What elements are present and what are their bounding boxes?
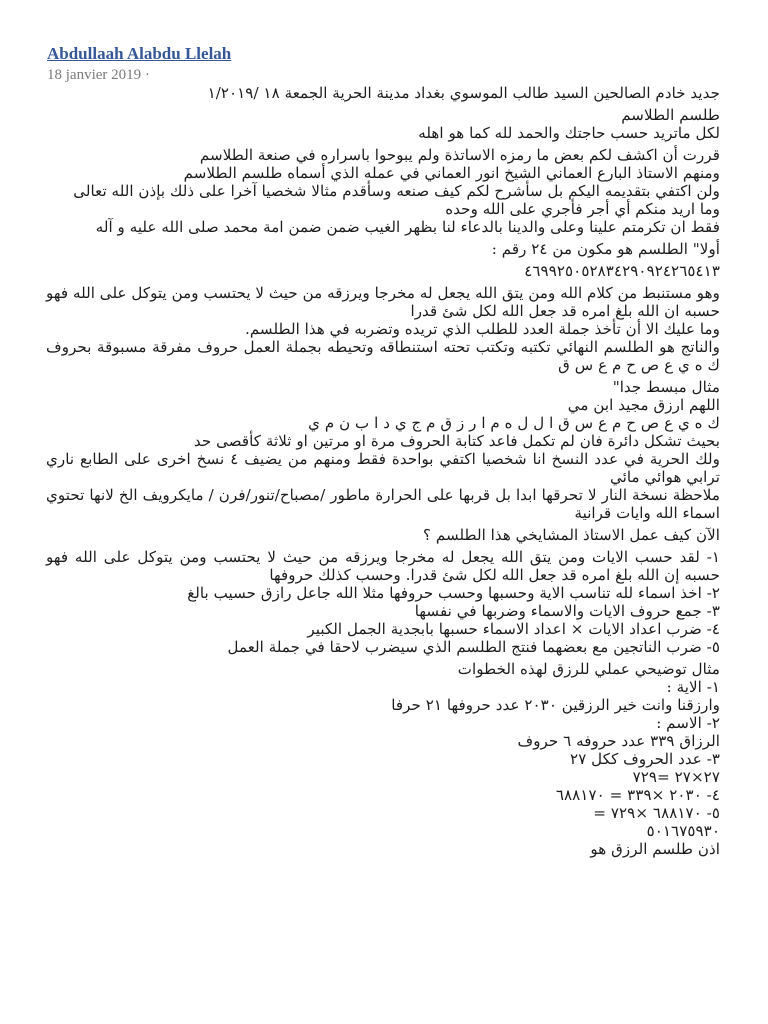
post-paragraph: اذن طلسم الرزق هو (590, 840, 720, 858)
post-paragraph: ٢٧×٢٧ =٧٢٩ (632, 768, 720, 786)
post-paragraph: والناتج هو الطلسم النهائي تكتبه وتكتب تحته استنطاقه وتحيطه بجملة العمل حروف مفرقة مسبوقة بحروف ك ه ي ع ص ح م ع س ق (46, 338, 720, 374)
post-paragraph: جديد خادم الصالحين السيد طالب الموسوي بغداد مدينة الحرية الجمعة ١٨ /١/٢٠١٩ (207, 84, 720, 102)
post-paragraph: طلسم الطلاسم (621, 106, 720, 124)
post-paragraph: وما اريد منكم أي أجر فأجري على الله وحده (445, 200, 720, 218)
post-paragraph: وارزقنا وانت خير الرزقين ٢٠٣٠ عدد حروفها ٢١ حرفا (391, 696, 720, 714)
post-paragraph: لكل ماتريد حسب حاجتك والحمد لله كما هو اهله (418, 124, 720, 142)
post-paragraph: وهو مستنبط من كلام الله ومن يتق الله يجعل له مخرجا ويرزقه من حيث لا يحتسب ومن يتوكل على الله فهو حسبه ان الله بلغ امره قد جعل الله لكل شئ قدرا (46, 284, 720, 320)
post-paragraph: ٢- اخذ اسماء لله تناسب الاية وحسبها وحسب حروفها مثلا الله جاعل رازق حسيب بالغ (187, 584, 720, 602)
post-paragraph: مثال مبسط جدا" (612, 378, 720, 396)
post-paragraph: اللهم ارزق مجيد ابن مي (567, 396, 720, 414)
post-paragraph: ٤٦٩٩٢٥٠٥٢٨٣٤٢٩٠٩٢٤٢٦٥٤١٣ (524, 262, 720, 280)
post-paragraph: فقط ان تكرمتم علينا وعلى والدينا بالدعاء لنا بظهر الغيب ضمن ضمن امة محمد صلى الله عليه و آله (95, 218, 720, 236)
post-paragraph: ك ه ي ع ص ح م ع س ق ا ل ل ه م ا ر ز ق م ج ي د ا ب ن م ي (308, 414, 720, 432)
post-body (46, 84, 720, 858)
post-paragraph: ملاحظة نسخة النار لا تحرقها ابدا بل قربها على الحرارة ماطور /مصباح/تنور/فرن / مايكرويف الخ لانها تحتوي اسماء الله وايات قرانية (46, 486, 720, 522)
post-paragraph: ٥- ضرب الناتجين مع بعضهما فنتج الطلسم الذي سيضرب لاحقا في جملة العمل (227, 638, 720, 656)
post-paragraph: ٢- الاسم : (656, 714, 720, 732)
post-paragraph: الآن كيف عمل الاستاذ المشايخي هذا الطلسم ؟ (422, 526, 720, 544)
post-paragraph: أولا" الطلسم هو مكون من ٢٤ رقم : (491, 240, 720, 258)
post-paragraph: بحيث تشكل دائرة فان لم تكمل فاعد كتابة الحروف مرة او مرتين او ثلاثة كأقصى حد (193, 432, 720, 450)
post-paragraph: مثال توضيحي عملي للرزق لهذه الخطوات (457, 660, 720, 678)
post-header (47, 44, 231, 85)
post-paragraph: ٣- عدد الحروف ككل ٢٧ (570, 750, 720, 768)
post-paragraph: ٥- ٦٨٨١٧٠ ×٧٢٩ = (593, 804, 720, 822)
post-paragraph: الرزاق ٣٣٩ عدد حروفه ٦ حروف (517, 732, 720, 750)
post-paragraph: ٤- ضرب اعداد الايات × اعداد الاسماء حسبها بابجدية الجمل الكبير (307, 620, 720, 638)
post-paragraph: ١- لقد حسب الايات ومن يتق الله يجعل له مخرجا ويرزقه من حيث لا يحتسب ومن يتوكل على الله فهو حسبه إن الله بلغ امره قد جعل الله لكل شئ قدرا. وحسب كذلك حروفها (46, 548, 721, 584)
post-paragraph: ٤- ٢٠٣٠ ×٣٣٩ = ٦٨٨١٧٠ (555, 786, 720, 804)
post-date[interactable]: 18 janvier 2019 · (47, 67, 150, 83)
post-paragraph: ٥٠١٦٧٥٩٣٠ (646, 822, 720, 840)
post-paragraph: قررت أن اكشف لكم بعض ما رمزه الاساتذة ولم يبوحوا باسراره في صنعة الطلاسم (199, 146, 720, 164)
post-paragraph: ومنهم الاستاذ البارع العماني الشيخ انور العماني في عمله الذي أسماه طلسم الطلاسم (183, 164, 720, 182)
post-paragraph: ١- الاية : (666, 678, 720, 696)
post-paragraph: ولك الحرية في عدد النسخ انا شخصيا اكتفي بواحدة فقط ومنهم من يضيف ٤ نسخ اخرى على الطابع ناري ترابي هوائي مائي (46, 450, 720, 486)
author-link[interactable]: Abdullaah Alabdu Llelah (47, 44, 232, 63)
post-paragraph: وما عليك الا أن تأخذ جملة العدد للطلب الذي تريده وتضربه في هذا الطلسم. (245, 320, 720, 338)
post-paragraph: ٣- جمع حروف الايات والاسماء وضربها في نفسها (414, 602, 720, 620)
post-paragraph: ولن اكتفي بتقديمه اليكم بل سأشرح لكم كيف صنعه وسأقدم مثالا شخصيا آخرا على ذلك بإذن الله تعالى (73, 182, 720, 200)
